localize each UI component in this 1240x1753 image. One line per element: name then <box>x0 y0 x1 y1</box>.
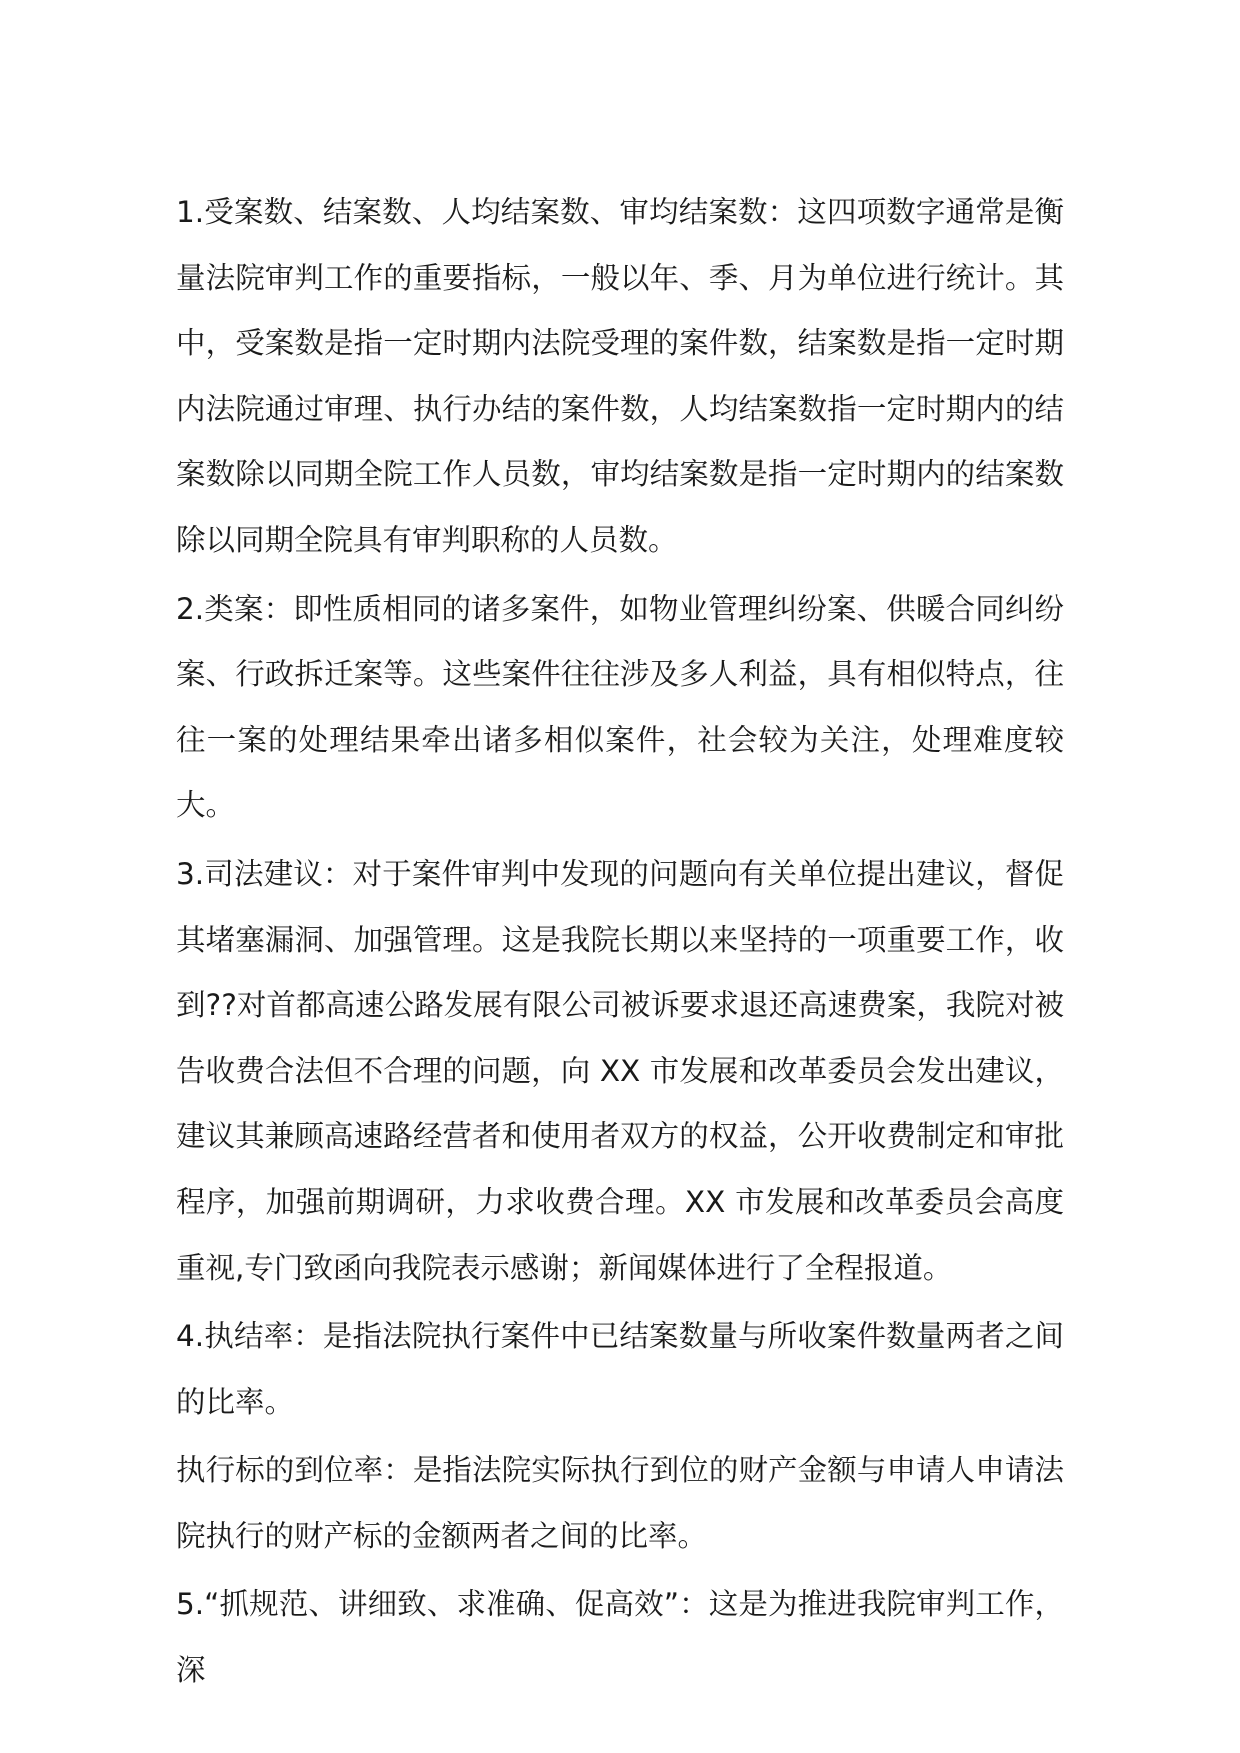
paragraph-execution-target-rate: 执行标的到位率：是指法院实际执行到位的财产金额与申请人申请法院执行的财产标的金额两者之间的比率。 <box>176 1453 1064 1553</box>
document-page <box>176 180 1064 1704</box>
paragraph-judicial-advice: 3.司法建议：对于案件审判中发现的问题向有关单位提出建议，督促其堵塞漏洞、加强管理。这是我院长期以来坚持的一项重要工作，收到??对首都高速公路发展有限公司被诉要求退还高速费案，我院对被告收费合法但不合理的问题，向 XX 市发展和改革委员会发出建议，建议其兼顾高速路经营者和使用者双方的权益，公开收费制定和审批程序，加强前期调研，力求收费合理。XX 市发展和改革委员会高度重视,专门致函向我院表示感谢；新闻媒体进行了全程报道。 <box>176 856 1064 1285</box>
paragraph-case-statistics: 1.受案数、结案数、人均结案数、审均结案数：这四项数字通常是衡量法院审判工作的重要指标，一般以年、季、月为单位进行统计。其中，受案数是指一定时期内法院受理的案件数，结案数是指一定时期内法院通过审理、执行办结的案件数，人均结案数指一定时期内的结案数除以同期全院工作人员数，审均结案数是指一定时期内的结案数除以同期全院具有审判职称的人员数。 <box>176 195 1064 557</box>
paragraph-execution-rate: 4.执结率：是指法院执行案件中已结案数量与所收案件数量两者之间的比率。 <box>176 1319 1064 1419</box>
paragraph-work-principles: 5.“抓规范、讲细致、求准确、促高效”：这是为推进我院审判工作，深 <box>176 1587 1064 1688</box>
paragraph-similar-cases: 2.类案：即性质相同的诸多案件，如物业管理纠纷案、供暖合同纠纷案、行政拆迁案等。这些案件往往涉及多人利益，具有相似特点，往往一案的处理结果牵出诸多相似案件，社会较为关注，处理难度较大。 <box>176 591 1064 823</box>
